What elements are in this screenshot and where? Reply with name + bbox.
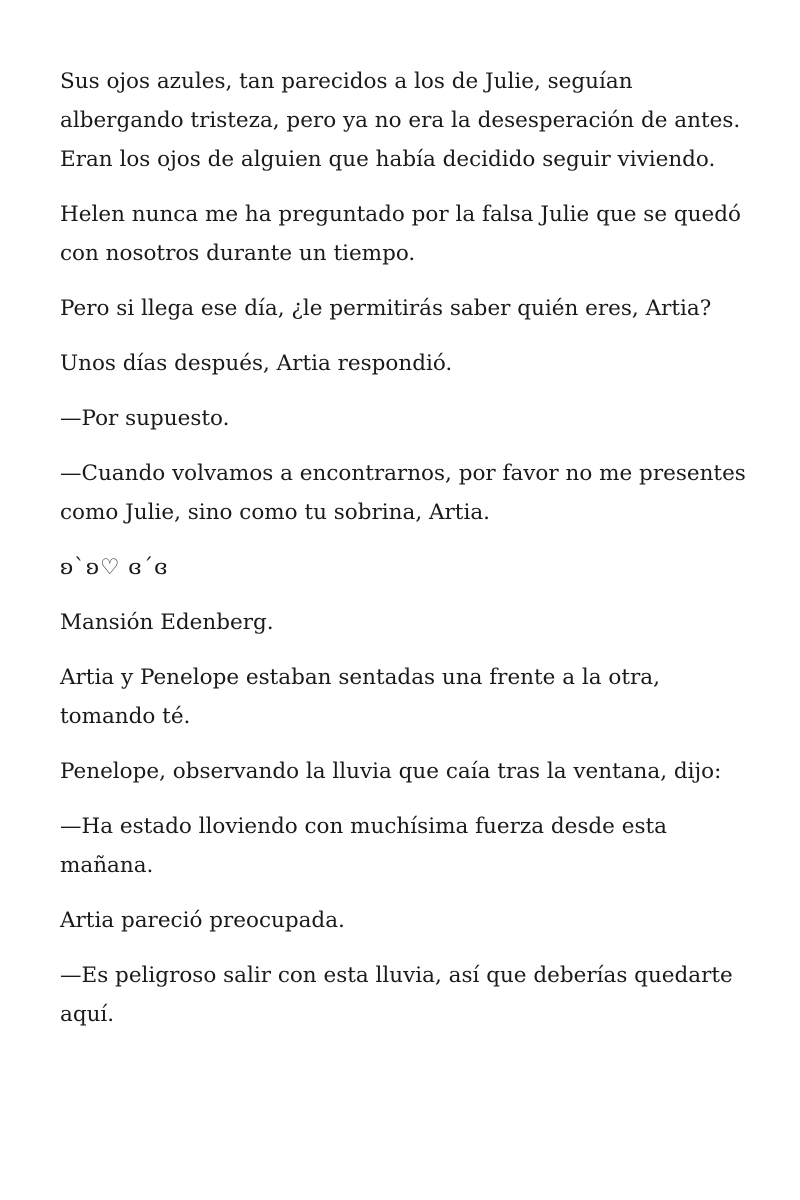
scene-separator: ʚ`ʚ♡ ɞ´ɞ bbox=[60, 555, 169, 580]
paragraph-3: Pero si llega ese día, ¿le permitirás saber quién eres, Artia? bbox=[60, 296, 712, 321]
paragraph-5: —Por supuesto. bbox=[60, 406, 230, 431]
paragraph-6: —Cuando volvamos a encontrarnos, por favor no me presentes como Julie, sino como tu sobrina, Artia. bbox=[60, 461, 746, 525]
document-page bbox=[60, 62, 760, 1050]
paragraph-2: Helen nunca me ha preguntado por la falsa Julie que se quedó con nosotros durante un tiempo. bbox=[60, 202, 741, 266]
paragraph-4: Unos días después, Artia respondió. bbox=[60, 351, 453, 376]
paragraph-12: —Es peligroso salir con esta lluvia, así que deberías quedarte aquí. bbox=[60, 963, 733, 1027]
paragraph-7: Mansión Edenberg. bbox=[60, 610, 274, 635]
paragraph-1: Sus ojos azules, tan parecidos a los de Julie, seguían albergando tristeza, pero ya no era la desesperación de antes. Eran los ojos de alguien que había decidido seguir viviendo. bbox=[60, 69, 741, 172]
paragraph-11: Artia pareció preocupada. bbox=[60, 908, 345, 933]
paragraph-8: Artia y Penelope estaban sentadas una frente a la otra, tomando té. bbox=[60, 665, 660, 729]
paragraph-9: Penelope, observando la lluvia que caía tras la ventana, dijo: bbox=[60, 759, 722, 784]
paragraph-10: —Ha estado lloviendo con muchísima fuerza desde esta mañana. bbox=[60, 814, 667, 878]
